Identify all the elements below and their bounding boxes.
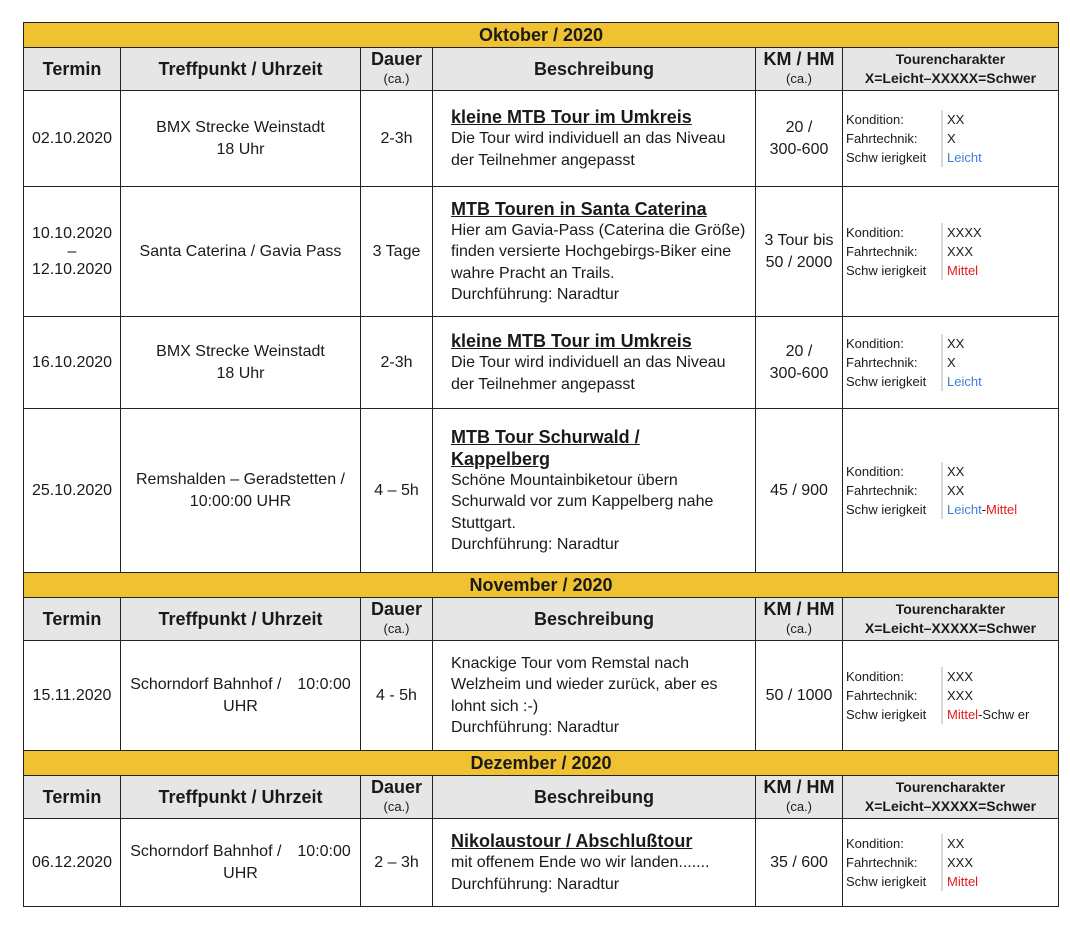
tour-description	[433, 819, 756, 907]
tour-duration: 4 – 5h	[361, 409, 433, 573]
header-dauer-label: Dauer	[370, 599, 423, 619]
header-tourencharakter	[843, 598, 1059, 641]
tour-date	[24, 91, 121, 187]
km-line: 3 Tour bis	[764, 231, 834, 249]
tour-schedule	[23, 22, 1058, 907]
tour-date	[24, 819, 121, 907]
tour-row	[24, 317, 1059, 409]
header-termin: Termin	[24, 598, 121, 641]
tour-meeting-point	[121, 317, 361, 409]
label-fahrtechnik: Fahrtechnik:	[843, 353, 943, 372]
value-fahrtechnik: XXX	[947, 688, 974, 703]
value-kondition: XX	[947, 336, 965, 351]
tour-description	[433, 641, 756, 751]
header-km-sub: (ca.)	[786, 71, 812, 86]
header-tourencharakter	[843, 48, 1059, 91]
value-fahrtechnik: X	[947, 131, 956, 146]
description-line: Durchführung: Naradtur	[451, 719, 620, 736]
value-kondition: XX	[947, 464, 965, 479]
place-line: BMX Strecke Weinstadt	[156, 118, 325, 136]
tour-character-grid	[843, 667, 1058, 724]
difficulty-part: Leicht	[947, 502, 982, 517]
header-km-sub: (ca.)	[786, 799, 812, 814]
description-line: mit offenem Ende wo wir landen.......	[451, 854, 710, 871]
tour-date	[24, 409, 121, 573]
header-dauer-label: Dauer	[370, 777, 423, 797]
tour-row	[24, 187, 1059, 317]
header-tc-line2: X=Leicht–XXXXX=Schwer	[864, 620, 1037, 636]
description-line: wahre Pracht an Trails.	[451, 264, 615, 282]
place-line: Schorndorf Bahnhof /	[130, 842, 282, 860]
tour-km-hm	[756, 317, 843, 409]
value-schwierigkeit	[943, 500, 1058, 519]
tour-meeting-point	[121, 409, 361, 573]
label-schwierigkeit: Schw ierigkeit	[843, 261, 943, 280]
tour-character	[843, 91, 1059, 187]
tour-character	[843, 641, 1059, 751]
km-line: 35 / 600	[770, 853, 828, 871]
tour-row	[24, 641, 1059, 751]
label-kondition: Kondition:	[843, 334, 943, 353]
tour-km-hm	[756, 409, 843, 573]
tour-title: kleine MTB Tour im Umkreis	[451, 331, 692, 351]
km-line: 50 / 1000	[765, 686, 833, 704]
header-tourencharakter	[843, 776, 1059, 819]
place-line: BMX Strecke Weinstadt	[156, 342, 325, 360]
tour-character-grid	[843, 462, 1058, 519]
description-line: Durchführung: Naradtur	[451, 286, 620, 303]
description-line: lohnt sich :-)	[451, 697, 539, 715]
tour-row	[24, 409, 1059, 573]
difficulty-part: -Schw er	[978, 707, 1030, 722]
header-beschreibung: Beschreibung	[433, 776, 756, 819]
label-schwierigkeit: Schw ierigkeit	[843, 500, 943, 519]
difficulty-part: Mittel	[986, 502, 1018, 517]
header-tc-line1: Tourencharakter	[895, 779, 1006, 795]
label-kondition: Kondition:	[843, 667, 943, 686]
description-line: Schurwald vor zum Kappelberg nahe	[451, 493, 714, 510]
tour-meeting-point	[121, 641, 361, 751]
column-header-row	[24, 776, 1059, 819]
value-fahrtechnik: X	[947, 355, 956, 370]
month-bar	[24, 751, 1059, 776]
tour-character-grid	[843, 334, 1058, 391]
value-schwierigkeit	[943, 372, 1058, 391]
difficulty-part: -	[981, 502, 987, 517]
header-termin: Termin	[24, 48, 121, 91]
header-km	[756, 48, 843, 91]
label-schwierigkeit: Schw ierigkeit	[843, 372, 943, 391]
tour-meeting-point	[121, 187, 361, 317]
label-kondition: Kondition:	[843, 110, 943, 129]
tour-description	[433, 317, 756, 409]
place-time: 10:0:00	[297, 675, 351, 693]
description-line: Die Tour wird individuell an das Niveau	[451, 354, 726, 371]
header-dauer-sub: (ca.)	[383, 621, 410, 636]
header-dauer	[361, 776, 433, 819]
tour-title: MTB Tour Schurwald / Kappelberg	[451, 426, 640, 469]
tour-date	[24, 317, 121, 409]
date-line: 25.10.2020	[31, 481, 113, 499]
header-km-label: KM / HM	[763, 49, 835, 69]
difficulty-part: Mittel	[947, 263, 979, 278]
month-title: Oktober / 2020	[24, 23, 1059, 48]
tour-character-grid	[843, 110, 1058, 167]
tour-duration: 2-3h	[361, 317, 433, 409]
value-fahrtechnik: XXX	[947, 855, 974, 870]
header-tc-line1: Tourencharakter	[895, 51, 1006, 67]
value-schwierigkeit	[943, 261, 1058, 280]
value-schwierigkeit	[943, 705, 1058, 724]
header-treffpunkt: Treffpunkt / Uhrzeit	[121, 48, 361, 91]
header-km	[756, 776, 843, 819]
description-line: Schöne Mountainbiketour übern	[451, 471, 678, 489]
date-line: 15.11.2020	[32, 686, 112, 704]
label-fahrtechnik: Fahrtechnik:	[843, 129, 943, 148]
place-line: Santa Caterina / Gavia Pass	[139, 242, 342, 260]
tour-title: MTB Touren in Santa Caterina	[451, 198, 707, 219]
tour-title: kleine MTB Tour im Umkreis	[451, 107, 692, 127]
tour-character	[843, 187, 1059, 317]
value-kondition: XX	[947, 112, 965, 127]
km-line: 20 /	[785, 342, 813, 360]
place-time: 10:0:00	[297, 842, 351, 860]
description-line: finden versierte Hochgebirgs-Biker eine	[451, 243, 732, 260]
place-line: Remshalden – Geradstetten /	[135, 470, 345, 488]
label-fahrtechnik: Fahrtechnik:	[843, 481, 943, 500]
value-kondition: XXXX	[947, 225, 982, 240]
header-termin: Termin	[24, 776, 121, 819]
date-line: 16.10.2020	[31, 353, 113, 371]
label-schwierigkeit: Schw ierigkeit	[843, 705, 943, 724]
column-header-row	[24, 598, 1059, 641]
value-schwierigkeit	[943, 872, 1058, 891]
description-line: Welzheim und wieder zurück, aber es	[451, 676, 718, 693]
header-dauer	[361, 598, 433, 641]
header-beschreibung: Beschreibung	[433, 598, 756, 641]
description-line: Die Tour wird individuell an das Niveau	[451, 130, 726, 147]
month-bar	[24, 573, 1059, 598]
km-line: 50 / 2000	[765, 253, 833, 271]
tour-duration: 4 - 5h	[361, 641, 433, 751]
tour-km-hm	[756, 187, 843, 317]
place-line: Schorndorf Bahnhof /	[130, 675, 282, 693]
label-fahrtechnik: Fahrtechnik:	[843, 853, 943, 872]
header-beschreibung: Beschreibung	[433, 48, 756, 91]
date-line: –	[67, 242, 77, 260]
header-tc-line2: X=Leicht–XXXXX=Schwer	[864, 798, 1037, 814]
label-kondition: Kondition:	[843, 462, 943, 481]
label-kondition: Kondition:	[843, 834, 943, 853]
label-fahrtechnik: Fahrtechnik:	[843, 686, 943, 705]
value-kondition: XX	[947, 836, 965, 851]
tour-character	[843, 819, 1059, 907]
place-line: UHR	[223, 864, 258, 882]
month-title: November / 2020	[24, 573, 1059, 598]
tour-meeting-point	[121, 819, 361, 907]
place-line: 18 Uhr	[216, 364, 265, 382]
tour-character-grid	[843, 834, 1058, 891]
header-km-label: KM / HM	[763, 599, 835, 619]
place-line: UHR	[223, 697, 258, 715]
tour-meeting-point	[121, 91, 361, 187]
header-dauer-label: Dauer	[370, 49, 423, 69]
tour-description	[433, 187, 756, 317]
tour-row	[24, 819, 1059, 907]
km-line: 45 / 900	[770, 481, 828, 499]
value-kondition: XXX	[947, 669, 974, 684]
header-treffpunkt: Treffpunkt / Uhrzeit	[121, 598, 361, 641]
header-dauer-sub: (ca.)	[383, 799, 410, 814]
value-schwierigkeit	[943, 148, 1058, 167]
tour-table	[23, 22, 1059, 907]
tour-character	[843, 317, 1059, 409]
description-line: Knackige Tour vom Remstal nach	[451, 654, 690, 672]
month-bar	[24, 23, 1059, 48]
tour-character	[843, 409, 1059, 573]
difficulty-part: Leicht	[947, 374, 982, 389]
place-line: 18 Uhr	[216, 140, 265, 158]
header-treffpunkt: Treffpunkt / Uhrzeit	[121, 776, 361, 819]
tour-km-hm	[756, 91, 843, 187]
label-kondition: Kondition:	[843, 223, 943, 242]
header-km-label: KM / HM	[763, 777, 835, 797]
date-line: 10.10.2020	[31, 224, 113, 242]
date-line: 12.10.2020	[31, 260, 113, 278]
date-line: 02.10.2020	[31, 129, 113, 147]
difficulty-part: Mittel	[947, 874, 979, 889]
difficulty-part: Mittel	[947, 707, 979, 722]
description-line: Durchführung: Naradtur	[451, 536, 620, 553]
description-line: der Teilnehmer angepasst	[451, 151, 635, 169]
date-line: 06.12.2020	[31, 853, 113, 871]
month-title: Dezember / 2020	[24, 751, 1059, 776]
label-fahrtechnik: Fahrtechnik:	[843, 242, 943, 261]
header-tc-line2: X=Leicht–XXXXX=Schwer	[864, 70, 1037, 86]
difficulty-part: Leicht	[947, 150, 982, 165]
header-km	[756, 598, 843, 641]
tour-title: Nikolaustour / Abschlußtour	[451, 831, 693, 851]
place-line: 10:00:00 UHR	[189, 492, 292, 510]
label-schwierigkeit: Schw ierigkeit	[843, 148, 943, 167]
tour-date	[24, 641, 121, 751]
description-line: der Teilnehmer angepasst	[451, 375, 635, 393]
header-tc-line1: Tourencharakter	[895, 601, 1006, 617]
tour-character-grid	[843, 223, 1058, 280]
column-header-row	[24, 48, 1059, 91]
description-line: Hier am Gavia-Pass (Caterina die Größe)	[451, 221, 746, 239]
km-line: 20 /	[785, 118, 813, 136]
tour-duration: 2 – 3h	[361, 819, 433, 907]
tour-row	[24, 91, 1059, 187]
km-line: 300-600	[769, 364, 829, 382]
description-line: Stuttgart.	[451, 514, 516, 532]
value-fahrtechnik: XXX	[947, 244, 974, 259]
value-fahrtechnik: XX	[947, 483, 965, 498]
tour-description	[433, 409, 756, 573]
header-km-sub: (ca.)	[786, 621, 812, 636]
header-dauer-sub: (ca.)	[383, 71, 410, 86]
km-line: 300-600	[769, 140, 829, 158]
tour-km-hm	[756, 819, 843, 907]
tour-description	[433, 91, 756, 187]
tour-duration: 3 Tage	[361, 187, 433, 317]
tour-duration: 2-3h	[361, 91, 433, 187]
header-dauer	[361, 48, 433, 91]
label-schwierigkeit: Schw ierigkeit	[843, 872, 943, 891]
description-line: Durchführung: Naradtur	[451, 875, 620, 893]
tour-km-hm	[756, 641, 843, 751]
tour-date	[24, 187, 121, 317]
